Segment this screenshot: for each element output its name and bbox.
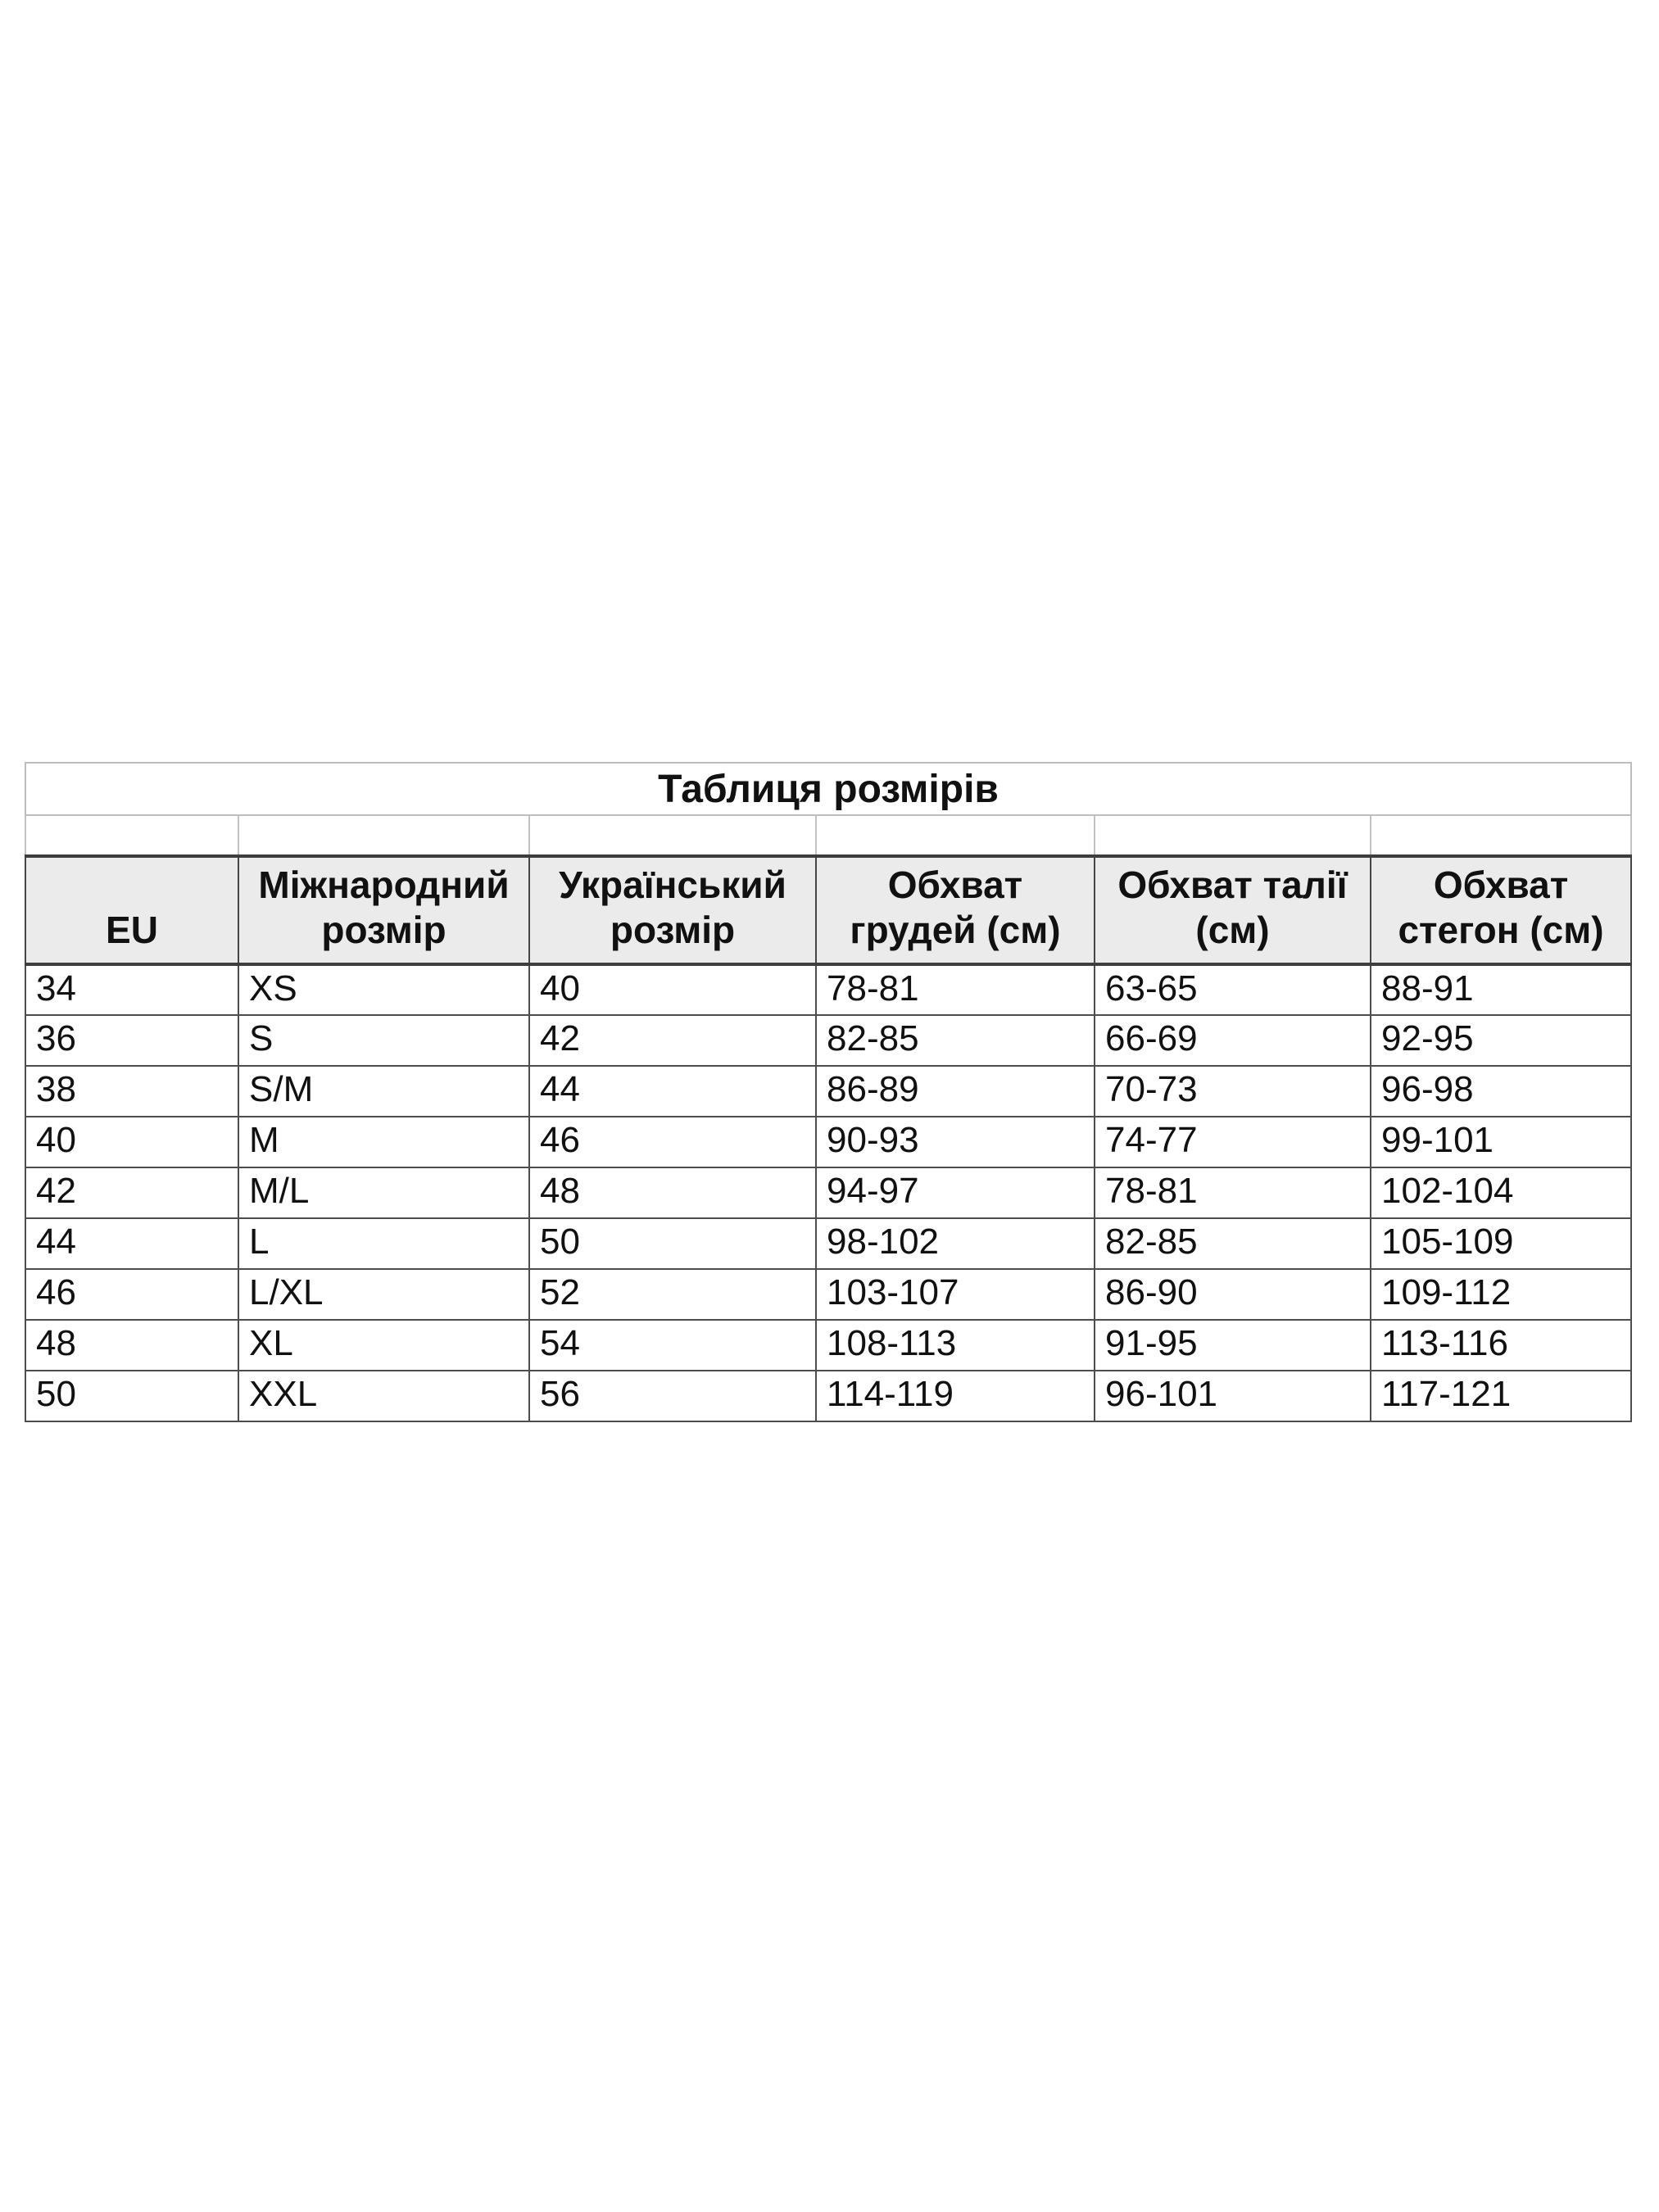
table-cell: 108-113 xyxy=(816,1320,1095,1371)
table-cell: 94-97 xyxy=(816,1167,1095,1218)
column-header-eu: EU xyxy=(25,856,238,964)
table-cell: 56 xyxy=(529,1371,816,1421)
column-header-international-size: Міжнародний розмір xyxy=(238,856,529,964)
table-cell: 74-77 xyxy=(1095,1117,1371,1167)
table-cell: 109-112 xyxy=(1371,1269,1631,1320)
table-row xyxy=(25,1269,1631,1320)
table-cell: 96-101 xyxy=(1095,1371,1371,1421)
table-cell: 36 xyxy=(25,1015,238,1066)
column-header-waist: Обхват талії (см) xyxy=(1095,856,1371,964)
spacer-cell xyxy=(238,815,529,856)
table-cell: 52 xyxy=(529,1269,816,1320)
spacer-cell xyxy=(529,815,816,856)
table-cell: 46 xyxy=(529,1117,816,1167)
table-cell: 42 xyxy=(25,1167,238,1218)
table-cell: 50 xyxy=(25,1371,238,1421)
table-title-row xyxy=(25,763,1631,815)
table-cell: 91-95 xyxy=(1095,1320,1371,1371)
spacer-cell xyxy=(1371,815,1631,856)
table-cell: S xyxy=(238,1015,529,1066)
table-cell: 44 xyxy=(529,1066,816,1117)
table-cell: 48 xyxy=(529,1167,816,1218)
size-table-container xyxy=(25,762,1630,1422)
table-cell: 90-93 xyxy=(816,1117,1095,1167)
table-cell: 113-116 xyxy=(1371,1320,1631,1371)
table-cell: 48 xyxy=(25,1320,238,1371)
table-cell: 44 xyxy=(25,1218,238,1269)
column-header-ukrainian-size: Український розмір xyxy=(529,856,816,964)
table-row xyxy=(25,1066,1631,1117)
table-title: Таблиця розмірів xyxy=(25,763,1631,815)
table-row xyxy=(25,1371,1631,1421)
table-cell: 63-65 xyxy=(1095,964,1371,1015)
table-cell: 103-107 xyxy=(816,1269,1095,1320)
table-row xyxy=(25,1015,1631,1066)
table-row xyxy=(25,1167,1631,1218)
table-row xyxy=(25,1117,1631,1167)
table-cell: 86-89 xyxy=(816,1066,1095,1117)
table-cell: 70-73 xyxy=(1095,1066,1371,1117)
header-row xyxy=(25,856,1631,964)
column-header-chest: Обхват грудей (см) xyxy=(816,856,1095,964)
table-cell: 38 xyxy=(25,1066,238,1117)
table-cell: 54 xyxy=(529,1320,816,1371)
table-cell: 46 xyxy=(25,1269,238,1320)
table-cell: L/XL xyxy=(238,1269,529,1320)
table-cell: M xyxy=(238,1117,529,1167)
spacer-cell xyxy=(25,815,238,856)
table-cell: M/L xyxy=(238,1167,529,1218)
table-cell: S/M xyxy=(238,1066,529,1117)
table-cell: 42 xyxy=(529,1015,816,1066)
table-cell: 34 xyxy=(25,964,238,1015)
table-cell: 117-121 xyxy=(1371,1371,1631,1421)
size-table xyxy=(25,762,1632,1422)
table-cell: 92-95 xyxy=(1371,1015,1631,1066)
table-cell: 99-101 xyxy=(1371,1117,1631,1167)
table-cell: 50 xyxy=(529,1218,816,1269)
table-cell: 105-109 xyxy=(1371,1218,1631,1269)
table-cell: 78-81 xyxy=(1095,1167,1371,1218)
table-cell: 82-85 xyxy=(816,1015,1095,1066)
table-row xyxy=(25,964,1631,1015)
column-header-hips: Обхват стегон (см) xyxy=(1371,856,1631,964)
table-cell: 82-85 xyxy=(1095,1218,1371,1269)
spacer-cell xyxy=(816,815,1095,856)
table-cell: 114-119 xyxy=(816,1371,1095,1421)
table-cell: L xyxy=(238,1218,529,1269)
table-cell: 40 xyxy=(529,964,816,1015)
table-row xyxy=(25,1320,1631,1371)
table-cell: 98-102 xyxy=(816,1218,1095,1269)
table-cell: 78-81 xyxy=(816,964,1095,1015)
table-row xyxy=(25,1218,1631,1269)
table-cell: 86-90 xyxy=(1095,1269,1371,1320)
table-cell: 96-98 xyxy=(1371,1066,1631,1117)
table-cell: XXL xyxy=(238,1371,529,1421)
table-cell: 102-104 xyxy=(1371,1167,1631,1218)
spacer-row xyxy=(25,815,1631,856)
table-cell: XL xyxy=(238,1320,529,1371)
table-cell: 88-91 xyxy=(1371,964,1631,1015)
table-cell: 66-69 xyxy=(1095,1015,1371,1066)
table-cell: XS xyxy=(238,964,529,1015)
spacer-cell xyxy=(1095,815,1371,856)
table-cell: 40 xyxy=(25,1117,238,1167)
